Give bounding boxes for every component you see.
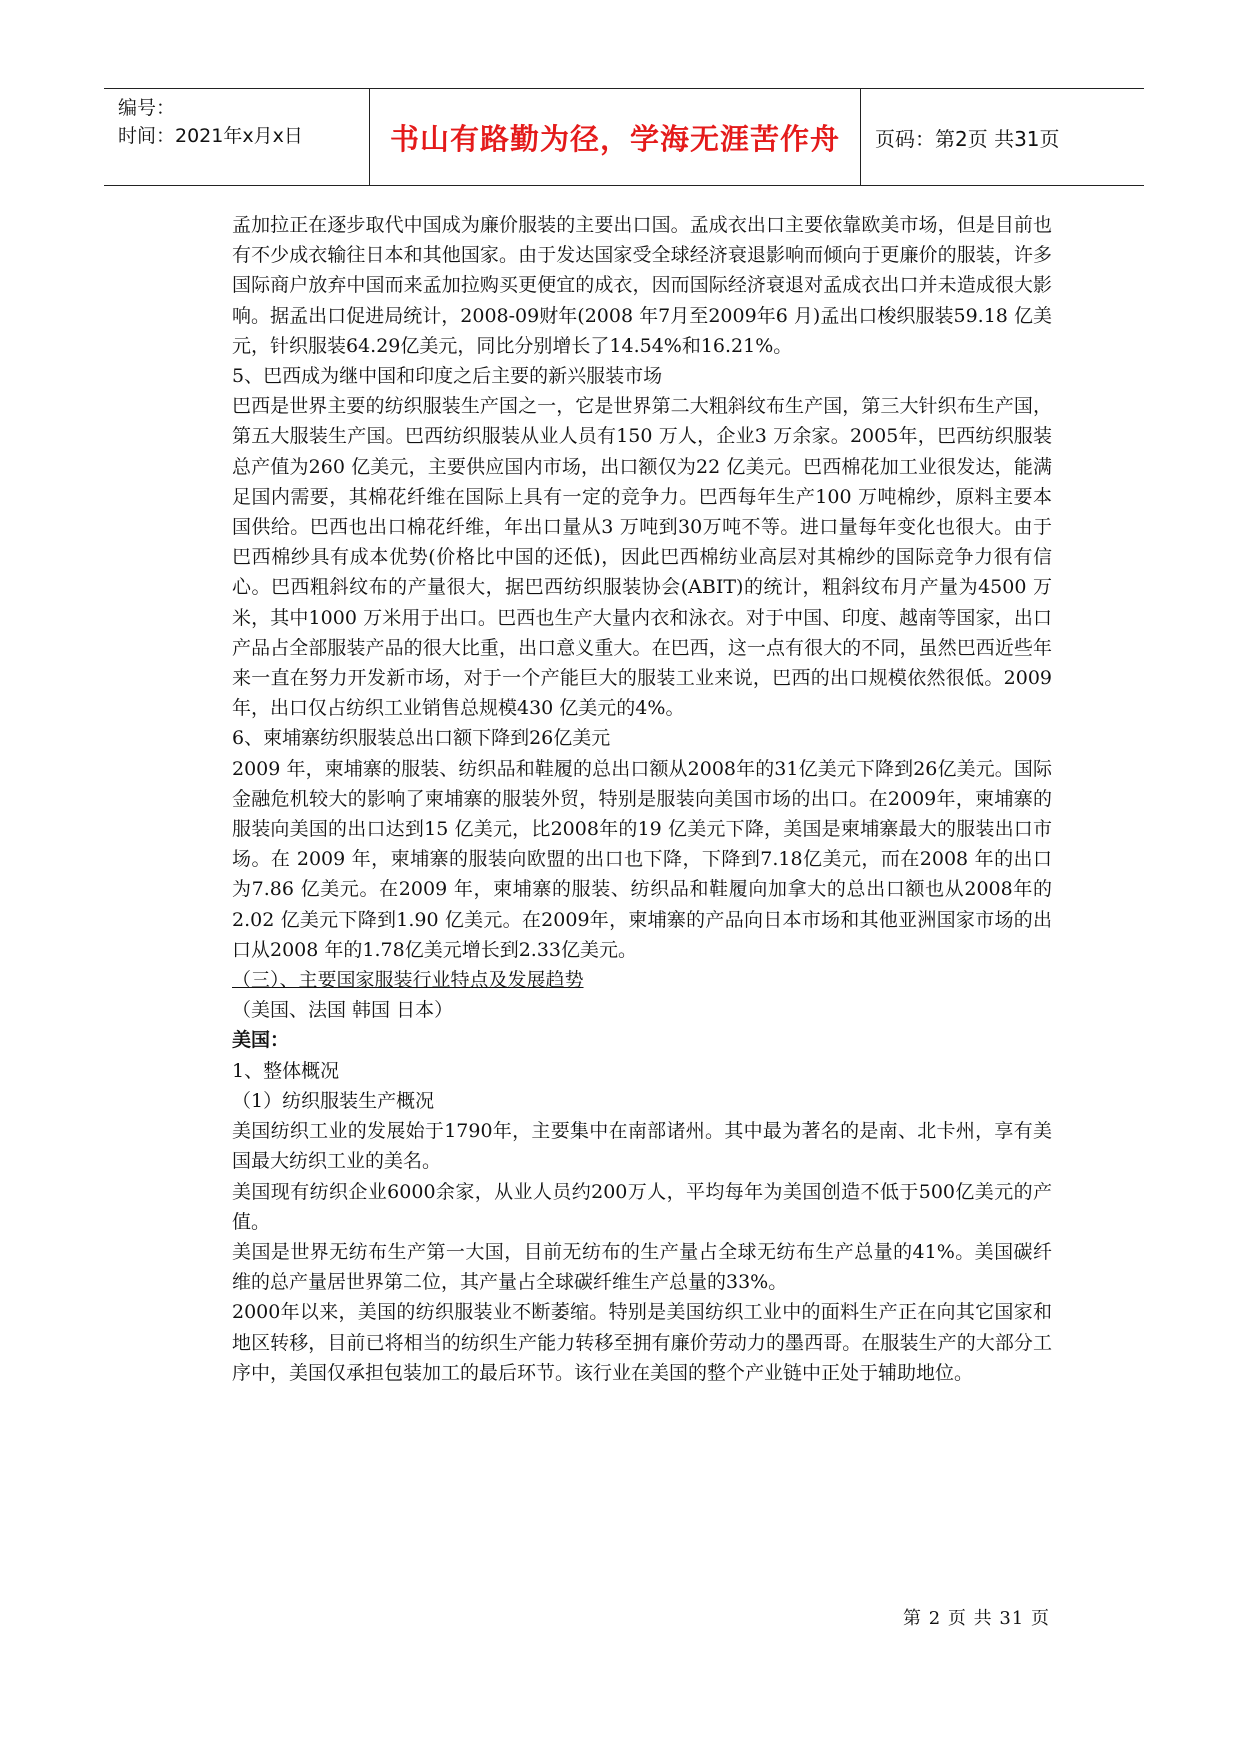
paragraph-cambodia: 2009 年，柬埔寨的服装、纺织品和鞋履的总出口额从2008年的31亿美元下降到26亿美元。国际金融危机较大的影响了柬埔寨的服装外贸，特别是服装向美国市场的出口。在2009年，柬埔寨的服装向美国的出口达到15 亿美元，比2008年的19 亿美元下降，美国是柬埔寨最大的服装出口市场。在 2009 年，柬埔寨的服装向欧盟的出口也下降，下降到7.18亿美元，而在2008 年的出口为7.86 亿美元。在2009 年，柬埔寨的服装、纺织品和鞋履向加拿大的总出口额也从2008年的2.02 亿美元下降到1.90 亿美元。在2009年，柬埔寨的产品向日本市场和其他亚洲国家市场的出口从2008 年的1.78亿美元增长到2.33亿美元。 xyxy=(232,757,1052,961)
subheading-overview: 1、整体概况 xyxy=(232,1059,340,1082)
header-page-number: 页码：第2页 共31页 xyxy=(875,126,1060,151)
document-number-label: 编号： xyxy=(118,97,176,119)
document-body xyxy=(232,210,1052,1388)
paragraph-usa-enterprises: 美国现有纺织企业6000余家，从业人员约200万人，平均每年为美国创造不低于500亿美元的产值。 xyxy=(232,1180,1052,1233)
paragraph-usa-history: 美国纺织工业的发展始于1790年，主要集中在南部诸州。其中最为著名的是南、北卡州，享有美国最大纺织工业的美名。 xyxy=(232,1120,1052,1173)
document-time-label: 时间：2021年x月x日 xyxy=(118,125,303,147)
header-page-cell xyxy=(861,89,1144,185)
subheading-production: （1）纺织服装生产概况 xyxy=(232,1089,435,1112)
paragraph-bangladesh: 孟加拉正在逐步取代中国成为廉价服装的主要出口国。孟成衣出口主要依靠欧美市场，但是目前也有不少成衣输往日本和其他国家。由于发达国家受全球经济衰退影响而倾向于更廉价的服装，许多国际商户放弃中国而来孟加拉购买更便宜的成衣，因而国际经济衰退对孟成衣出口并未造成很大影响。据孟出口促进局统计，2008-09财年(2008 年7月至2009年6 月)孟出口梭织服装59.18 亿美元，针织服装64.29亿美元，同比分别增长了14.54%和16.21%。 xyxy=(232,214,1052,357)
section-heading-major-countries: （三）、主要国家服装行业特点及发展趋势 xyxy=(232,969,584,992)
header-motto: 书山有路勤为径，学海无涯苦作舟 xyxy=(389,121,840,156)
header-motto-cell xyxy=(370,89,861,185)
country-list: （美国、法国 韩国 日本） xyxy=(232,999,454,1022)
header-info-cell xyxy=(104,89,370,185)
page-footer: 第 2 页 共 31 页 xyxy=(903,1608,1050,1629)
paragraph-usa-decline: 2000年以来，美国的纺织服装业不断萎缩。特别是美国纺织工业中的面料生产正在向其它国家和地区转移，目前已将相当的纺织生产能力转移至拥有廉价劳动力的墨西哥。在服装生产的大部分工序中，美国仅承担包装加工的最后环节。该行业在美国的整个产业链中正处于辅助地位。 xyxy=(232,1301,1052,1384)
paragraph-brazil: 巴西是世界主要的纺织服装生产国之一，它是世界第二大粗斜纹布生产国，第三大针织布生产国，第五大服装生产国。巴西纺织服装从业人员有150 万人，企业3 万余家。2005年，巴西纺织服装总产值为260 亿美元，主要供应国内市场，出口额仅为22 亿美元。巴西棉花加工业很发达，能满足国内需要，其棉花纤维在国际上具有一定的竞争力。巴西每年生产100 万吨棉纱，原料主要本国供给。巴西也出口棉花纤维，年出口量从3 万吨到30万吨不等。进口量每年变化也很大。由于巴西棉纱具有成本优势(价格比中国的还低)，因此巴西棉纺业高层对其棉纱的国际竞争力很有信心。巴西粗斜纹布的产量很大，据巴西纺织服装协会(ABIT)的统计，粗斜纹布月产量为4500 万米，其中1000 万米用于出口。巴西也生产大量内衣和泳衣。对于中国、印度、越南等国家，出口产品占全部服装产品的很大比重，出口意义重大。在巴西，这一点有很大的不同，虽然巴西近些年来一直在努力开发新市场，对于一个产能巨大的服装工业来说，巴西的出口规模依然很低。2009 年，出口仅占纺织工业销售总规模430 亿美元的4%。 xyxy=(232,395,1052,720)
section-heading-cambodia: 6、柬埔寨纺织服装总出口额下降到26亿美元 xyxy=(232,727,611,750)
paragraph-usa-nonwoven: 美国是世界无纺布生产第一大国，目前无纺布的生产量占全球无纺布生产总量的41%。美国碳纤维的总产量居世界第二位，其产量占全球碳纤维生产总量的33%。 xyxy=(232,1240,1052,1294)
country-heading-usa: 美国： xyxy=(232,1029,290,1052)
document-header xyxy=(104,88,1144,186)
section-heading-brazil: 5、巴西成为继中国和印度之后主要的新兴服装市场 xyxy=(232,365,663,388)
